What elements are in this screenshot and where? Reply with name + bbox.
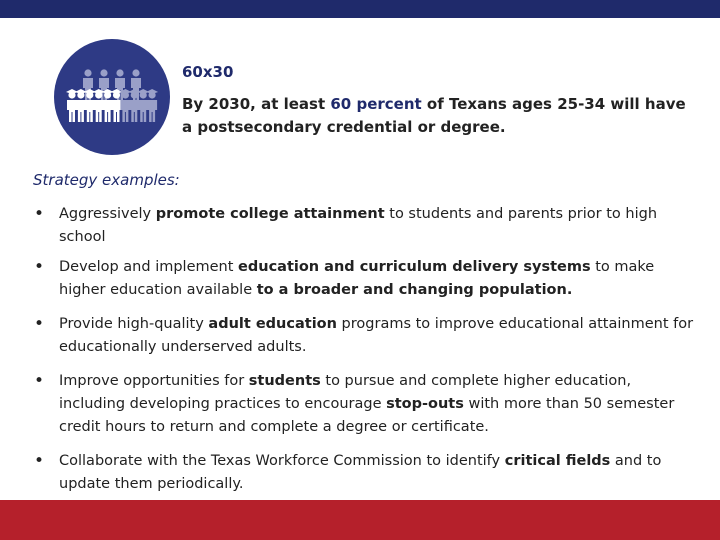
strategy-emphasis: education and curriculum delivery systems [238, 259, 591, 275]
bullet-marker: • [34, 314, 45, 334]
strategy-item-text [59, 313, 699, 359]
strategy-item-text [59, 370, 699, 439]
strategy-emphasis: adult education [208, 316, 337, 332]
strategy-text-segment: Collaborate with the Texas Workforce Commission to identify [59, 453, 505, 469]
strategy-emphasis: promote college attainment [155, 206, 385, 222]
strategy-heading: Strategy examples: [33, 171, 180, 189]
goal-text-segment: of Texans ages 25-34 will have a postsecondary credential or degree. [182, 95, 686, 136]
bullet-marker: • [34, 371, 45, 391]
strategy-emphasis: to a broader and changing population. [256, 282, 573, 298]
bottom-accent-bar [0, 500, 720, 540]
strategy-text-segment: with more than 50 semester credit hours to return and complete a degree or certificate. [59, 396, 675, 435]
strategy-emphasis: students [248, 373, 321, 389]
strategy-item-text [59, 450, 699, 496]
strategy-text-segment: Provide high-quality [59, 316, 209, 332]
strategy-text-segment: Aggressively [59, 206, 156, 222]
strategy-text-segment: Improve opportunities for [59, 373, 249, 389]
bullet-marker: • [34, 204, 45, 224]
strategy-emphasis: critical fields [504, 453, 611, 469]
strategy-emphasis: stop-outs [386, 396, 464, 412]
goal-highlight: 60 percent [330, 95, 422, 113]
bullet-marker: • [34, 257, 45, 277]
strategy-item-text [59, 256, 699, 302]
goal-text-segment: By 2030, at least [182, 95, 331, 113]
strategy-text-segment: Develop and implement [59, 259, 239, 275]
strategy-text-segment: to students and parents prior to high school [59, 206, 658, 245]
top-accent-bar [0, 0, 720, 18]
goal-statement [182, 93, 692, 139]
strategy-text-segment: and to update them periodically. [59, 453, 662, 492]
goal-title: 60x30 [182, 63, 234, 81]
bullet-marker: • [34, 451, 45, 471]
graduates-population-icon [54, 39, 170, 155]
strategy-text-segment: to make higher education available [59, 259, 655, 298]
strategy-item-text [59, 203, 699, 249]
strategy-text-segment: programs to improve educational attainment for educationally underserved adults. [59, 316, 694, 355]
strategy-text-segment: to pursue and complete higher education, including developing practices to encourage [59, 373, 632, 412]
